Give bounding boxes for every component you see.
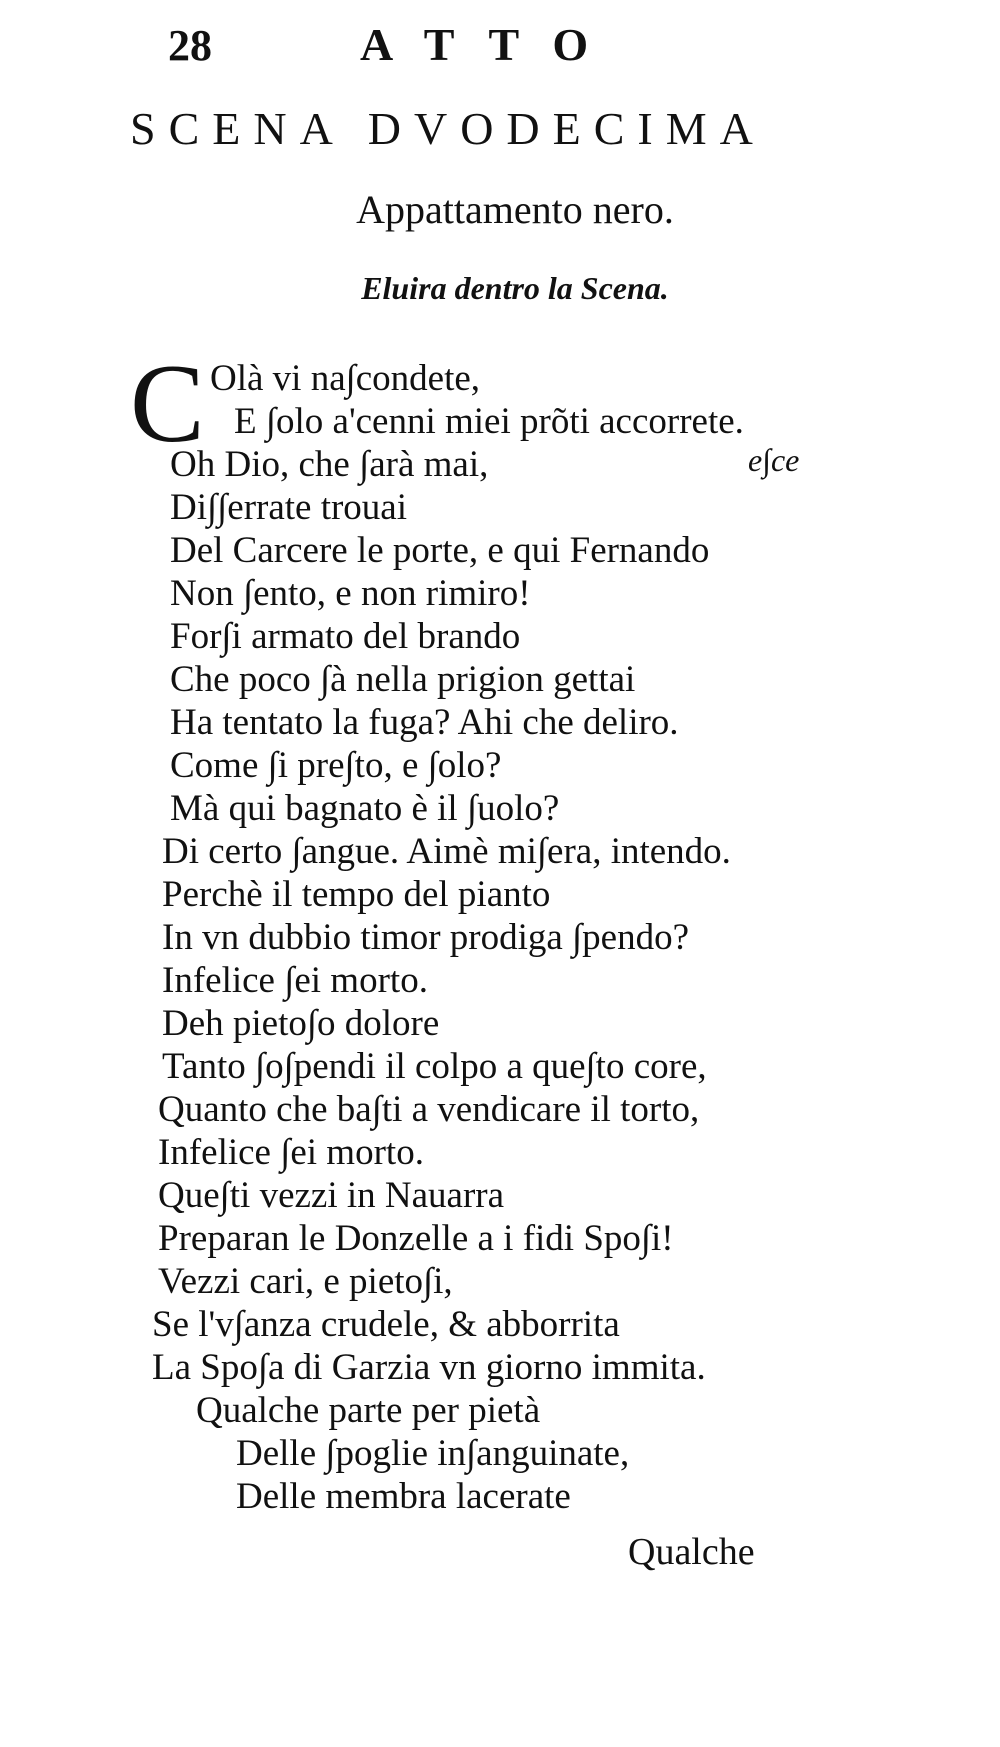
verse-line: La Spo∫a di Garzia vn giorno immita. — [152, 1347, 706, 1388]
verse-line: Mà qui bagnato è il ∫uolo? — [170, 788, 560, 829]
running-title: ATTO — [360, 19, 623, 70]
verse-line: Ha tentato la fuga? Ahi che deliro. — [170, 702, 679, 743]
verse-line: In vn dubbio timor prodiga ∫pendo? — [162, 917, 690, 958]
verse-line: Di∫∫errate trouai — [170, 487, 408, 528]
verse-line: Delle membra lacerate — [236, 1476, 571, 1517]
stage-direction: Eluira dentro la Scena. — [361, 270, 669, 306]
drop-cap: C — [130, 342, 205, 466]
verse-line: Oh Dio, che ∫arà mai, — [170, 444, 489, 485]
verse-line: Delle ∫poglie in∫anguinate, — [236, 1433, 630, 1474]
verse-line: Tanto ∫o∫pendi il colpo a que∫to core, — [162, 1046, 707, 1087]
verse-line: Non ∫ento, e non rimiro! — [170, 573, 531, 614]
verse-line: Quanto che ba∫ti a vendicare il torto, — [158, 1089, 700, 1130]
verse-line: Infelice ∫ei morto. — [158, 1132, 424, 1173]
verse-line: E ∫olo a'cenni miei prõti accorrete. — [234, 401, 744, 442]
verse-line: Que∫ti vezzi in Nauarra — [158, 1175, 505, 1216]
verse-line: For∫i armato del brando — [170, 616, 521, 657]
aside-direction: e∫ce — [748, 442, 800, 478]
verse-line: Se l'v∫anza crudele, & abborrita — [152, 1304, 620, 1345]
verse-line: Vezzi cari, e pieto∫i, — [158, 1261, 453, 1302]
verse-line: Deh pieto∫o dolore — [162, 1003, 440, 1044]
verse-line: Di certo ∫angue. Aimè mi∫era, intendo. — [162, 831, 731, 872]
scene-heading: SCENA DVODECIMA — [130, 103, 766, 154]
verse-line: Come ∫i pre∫to, e ∫olo? — [170, 745, 502, 786]
verse-line: Infelice ∫ei morto. — [162, 960, 428, 1001]
catchword: Qualche — [628, 1531, 755, 1573]
page-number: 28 — [168, 21, 212, 70]
verse-line: Perchè il tempo del pianto — [162, 874, 551, 915]
verse-line: Preparan le Donzelle a i fidi Spo∫i! — [158, 1218, 674, 1259]
verse-line: Qualche parte per pietà — [196, 1390, 541, 1431]
verse-line: Del Carcere le porte, e qui Fernando — [170, 530, 710, 571]
scene-setting: Appattamento nero. — [356, 187, 674, 232]
verse-line: Che poco ∫à nella prigion gettai — [170, 659, 636, 700]
verse-line: Olà vi na∫condete, — [210, 358, 481, 399]
